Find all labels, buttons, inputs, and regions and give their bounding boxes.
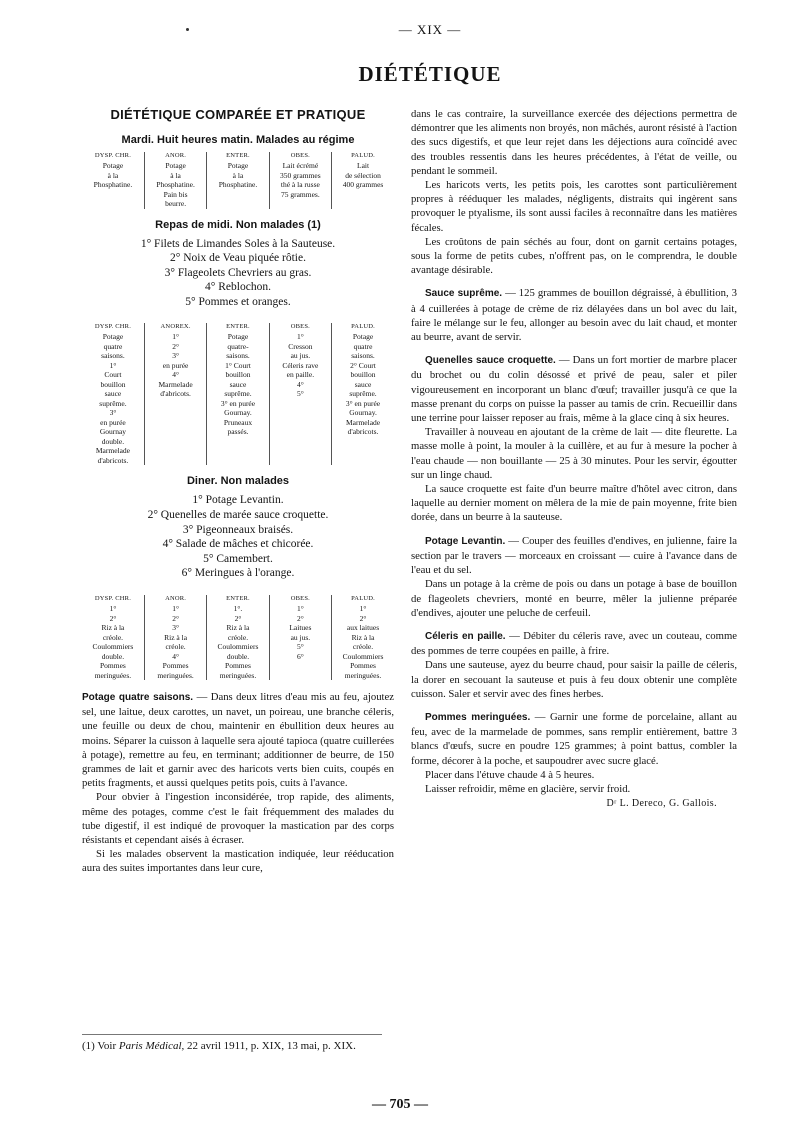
cell-line: 4° [172, 370, 179, 380]
paragraph: Travailler à nouveau en ajoutant de la crème de lait — dite fleurette. La masse molle à point, la mouler à la cuillère, et au fur à mesure la pocher à l'eau chaude — non bouillante — 25 à 30 minutes. Pour les servir, égoutter sur un linge chaud. [411, 426, 737, 481]
cell-line: Potage [352, 332, 374, 342]
cell-line: Lait [356, 161, 370, 170]
table-cell [269, 161, 331, 209]
menu-line: 2° Noix de Veau piquée rôtie. [170, 252, 306, 265]
cell-line: d'abricots. [97, 455, 129, 465]
cell-line: 1°. [233, 604, 243, 614]
cell-line: meringuées. [344, 670, 382, 680]
section-title: DIÉTÉTIQUE [358, 62, 502, 86]
recipe-title: Potage quatre saisons. [82, 692, 194, 704]
author-signature: Dʳ L. Dereco, G. Gallois. [606, 798, 717, 810]
menu-line: 6° Meringues à l'orange. [181, 567, 295, 580]
recipe-text: — Couper des feuilles d'endives, en julienne, faire la section par le travers — morceaux en croissant — cuire à l'avance dans de l'eau et du sel. [411, 534, 738, 577]
cell-line: quatre [103, 341, 123, 351]
cell-line: 1° [296, 332, 304, 342]
table-cell [207, 604, 269, 680]
cell-line: 2° [359, 613, 367, 623]
footnote-divider [82, 1034, 382, 1035]
table-cell [332, 604, 394, 680]
cell-line: 1° [172, 332, 179, 342]
table-cell [332, 161, 394, 209]
cell-line: 2° [172, 613, 179, 623]
cell-line: Pommes [225, 661, 251, 671]
cell-line: double. [101, 436, 125, 446]
cell-line: meringuées. [219, 670, 257, 680]
cell-line: double. [226, 651, 250, 661]
cell-line: 5° [296, 642, 304, 652]
cell-line: Coulommiers [92, 642, 134, 652]
paragraph: Si les malades observent la mastication indiquée, leur rééducation aura des suites importantes dans leur cure, [82, 848, 394, 875]
cell-line: Pommes [162, 661, 189, 671]
cell-line: 2° [234, 613, 242, 623]
menu-line: 3° Flageolets Chevriers au gras. [164, 266, 312, 279]
cell-line: saisons. [351, 351, 375, 361]
menu-line: 5° Pommes et oranges. [185, 295, 291, 308]
cell-line: en purée [100, 417, 126, 427]
recipe-text: — 125 grammes de bouillon dégraissé, à ébullition, 3 à 4 cuillerées à potage de crème de riz délayées dans un bol avec du lait, faire le mélange sur le feu, allonger au besoin avec du lait chaud, et monter au beurre, avant de servir. [411, 287, 737, 344]
cell-line: 5° [296, 389, 304, 399]
recipe-pommes-meringuees [411, 710, 737, 768]
cell-line: 2° [296, 613, 304, 623]
table-column-header: ANOR. [144, 152, 206, 161]
table-cell [82, 161, 144, 209]
midi-heading: Repas de midi. Non malades (1) [155, 218, 321, 231]
cell-line: au jus. [290, 351, 311, 361]
cell-line: Pain bis [163, 189, 188, 199]
cell-line: bouillon [350, 370, 376, 380]
recipe-potage-levantin [411, 534, 737, 578]
cell-line: 4° [296, 379, 304, 389]
article-heading: DIÉTÉTIQUE COMPARÉE ET PRATIQUE [110, 107, 366, 122]
cell-line: en purée [162, 360, 189, 370]
cell-line: Pommes [100, 661, 126, 671]
menu-line: 1° Filets de Limandes Soles à la Sauteuse. [140, 237, 336, 250]
cell-line: 3° [109, 408, 117, 418]
recipe-title: Sauce suprême. [425, 288, 503, 300]
cell-line: de sélection [345, 170, 381, 180]
cell-line: créole. [102, 632, 124, 642]
table-cell [144, 161, 206, 209]
cell-line: meringuées. [157, 670, 194, 680]
table-column-header: DYSP. CHR. [94, 595, 132, 603]
cell-line: Phosphatine. [156, 180, 195, 189]
cell-line: 1° [359, 604, 367, 614]
paragraph: Laisser refroidir, même en glacière, servir froid. [425, 782, 631, 795]
cell-line: 1° [296, 604, 304, 614]
recipe-celeris-en-paille [411, 629, 737, 658]
recipe-text: — Dans un fort mortier de marbre placer du brochet ou du colin désossé et privé de peau, saler et piler vigoureusement en incorporant un blanc d'œuf; travailler jusqu'à ce que la masse prenant du corps on puisse la passer au tamis de crin. Recueillir dans une terrine pour laisser reposer au frais, même à la glace cinq à six heures. [411, 354, 737, 425]
table-cell [144, 604, 206, 680]
cell-line: à la [107, 170, 119, 180]
cell-line: 3° [172, 351, 179, 361]
menu-line: 4° Salade de mâches et chicorée. [162, 538, 314, 551]
cell-line: créole. [227, 632, 249, 642]
cell-line: aux laitues [346, 623, 380, 633]
mardi-heading: Mardi. Huit heures matin. Malades au régime [121, 134, 355, 146]
cell-line: 3° [172, 623, 179, 633]
cell-line: Marmelade [158, 379, 193, 389]
regime-table-midi [82, 323, 394, 465]
cell-line: à la [170, 170, 181, 180]
paragraph: Dans une sauteuse, ayez du beurre chaud, pour saisir la paille de céleris, la dorer en secouant la sauteuse et puis à feu doux obtenir une complète cuisson. Saler et servir avec des fines herbes. [411, 659, 737, 700]
cell-line: en paille. [286, 370, 315, 380]
cell-line: Lait écrémé [282, 161, 319, 170]
cell-line: 2° Court [350, 360, 376, 370]
cell-line: Gournay [99, 427, 127, 437]
table-column-header: PALUD. [332, 323, 394, 332]
cell-line: saisons. [226, 351, 250, 361]
regime-table-diner [82, 595, 394, 680]
right-column [411, 107, 737, 809]
menu-line: 4° Reblochon. [205, 281, 271, 294]
cell-line: d'abricots. [160, 389, 191, 399]
table-cell [207, 161, 269, 209]
cell-line: 350 grammes [280, 170, 321, 180]
paragraph: Les croûtons de pain séchés au four, dont on garnit certains potages, sous la forme de petits cubes, n'offrent pas, on le comprendra, le double avantage désirable. [411, 235, 737, 277]
cell-line: Potage [102, 332, 124, 342]
cell-line: 3° en purée [220, 398, 256, 408]
menu-line: 5° Camembert. [203, 552, 273, 565]
cell-line: 1° [109, 360, 117, 370]
table-cell [207, 332, 269, 465]
cell-line: 1° [172, 604, 179, 614]
recipe-potage-quatre-saisons [82, 690, 394, 790]
footnote-prefix: (1) Voir [82, 1040, 119, 1052]
table-column-header: ENTER. [207, 152, 269, 161]
cell-line: Potage [165, 161, 186, 170]
cell-line: au jus. [290, 632, 311, 642]
menu-diner [82, 493, 394, 581]
left-column [82, 107, 394, 876]
cell-line: 75 grammes. [280, 189, 320, 199]
cell-line: double. [101, 651, 125, 661]
recipe-quenelles [411, 353, 737, 425]
cell-line: 3° en purée [345, 398, 381, 408]
cell-line: Pruneaux [223, 417, 253, 427]
menu-line: 3° Pigeonneaux braisés. [182, 523, 294, 536]
cell-line: 1° [109, 604, 117, 614]
cell-line: suprême. [349, 389, 377, 399]
menu-line: 2° Quenelles de marée sauce croquette. [147, 509, 329, 522]
page-number: — 705 — [372, 1097, 428, 1112]
cell-line: Riz à la [164, 632, 188, 642]
cell-line: sauce [354, 379, 372, 389]
table-column-header: OBES. [269, 323, 331, 332]
paragraph-continued: dans le cas contraire, la surveillance exercée des déjections permettra de démontrer que les aliments non broyés, non mâchés, auront résisté à l'action des sucs digestifs, et que leur rejet dans les déjections aura coïncidé avec des troubles ressentis dans les heures précédentes, à l'état de veille, ou pendant le sommeil. [411, 108, 737, 177]
recipe-title: Pommes meringuées. [425, 711, 531, 723]
cell-line: créole. [165, 642, 186, 652]
cell-line: Marmelade [95, 446, 131, 456]
cell-line: Cresson [288, 341, 313, 351]
cell-line: beurre. [165, 199, 187, 208]
paragraph: Placer dans l'étuve chaude 4 à 5 heures. [425, 768, 595, 781]
cell-line: 400 grammes [342, 180, 384, 189]
cell-line: saisons. [101, 351, 125, 361]
cell-line: suprême. [224, 389, 252, 399]
table-column-header: PALUD. [332, 595, 394, 604]
cell-line: sauce [104, 389, 122, 399]
table-cell [144, 332, 206, 465]
cell-line: Riz à la [101, 623, 125, 633]
table-column-header: DYSP. CHR. [94, 152, 132, 159]
paragraph: La sauce croquette est faite d'un beurre maître d'hôtel avec citron, dans laquelle au dernier moment on mêlera de la mie de pain moyenne, frite bien dorée, dans un beurre à la sauteuse. [411, 483, 737, 524]
cell-line: Coulommiers [217, 642, 259, 652]
cell-line: 4° [172, 651, 179, 661]
cell-line: Riz à la [226, 623, 250, 633]
cell-line: meringuées. [94, 670, 132, 680]
table-column-header: OBES. [269, 152, 331, 161]
diner-heading: Diner. Non malades [186, 475, 290, 488]
table-cell [332, 332, 394, 465]
cell-line: Coulommiers [342, 651, 384, 661]
cell-line: d'abricots. [347, 427, 379, 437]
menu-line: 1° Potage Levantin. [192, 494, 284, 507]
table-column-header: ENTER. [207, 595, 269, 604]
footnote-suffix: 22 avril 1911, p. XIX, 13 mai, p. XIX. [184, 1040, 356, 1052]
cell-line: bouillon [100, 379, 126, 389]
cell-line: créole. [352, 642, 374, 652]
cell-line: à la [232, 170, 244, 180]
cell-line: Phosphatine. [93, 180, 133, 189]
paragraph: Les haricots verts, les petits pois, les carottes sont particulièrement propres à rééduquer les malades, négligents, distraits qui ingèrent sans provoquer le ptyalisme, ils sont aussi faciles à reconnaître dans les matières fécales. [411, 179, 737, 234]
regime-table-mardi [82, 152, 394, 209]
cell-line: 2° [109, 613, 117, 623]
table-column-header: ANOREX. [144, 323, 206, 332]
paragraph: Pour obvier à l'ingestion inconsidérée, trop rapide, des aliments, même des potages, comme c'est le fait fréquemment des malades du tube digestif, il est indiqué de provoquer la mastication par des corps résistants et cependant aisés à écraser. [82, 791, 394, 847]
cell-line: 1° Court [225, 360, 251, 370]
recipe-title: Céleris en paille. [425, 630, 506, 642]
table-column-header: ENTER. [207, 323, 269, 332]
roman-page-number: — XIX — [398, 22, 462, 37]
cell-line: Gournay. [349, 408, 377, 418]
footnote-journal: Paris Médical, [118, 1040, 185, 1052]
cell-line: quatre- [227, 341, 249, 351]
cell-line: Potage [227, 332, 249, 342]
recipe-text: — Dans deux litres d'eau mis au feu, ajoutez sel, une laitue, deux carottes, un navet, un poireau, une branche céleris, une feuille ou deux de chou, maintenir en ébullition deux heures au moins. Séparer la cuisson à laquelle sera ajouté tapioca (quatre cuillerées à potage), remettre au feu, en terminant; additionner de beurre, de 150 grammes de lait et garnir avec des haricots verts bien cuits, coupés en petits fragments, et aussi quelques petits pois, cuits à l'avance. [82, 691, 394, 790]
cell-line: suprême. [99, 398, 127, 408]
table-cell [82, 332, 144, 465]
cell-line: Gournay. [224, 408, 252, 418]
cell-line: Phosphatine. [218, 180, 258, 189]
menu-midi [82, 237, 394, 310]
cell-line: passés. [227, 427, 249, 437]
table-cell [269, 604, 331, 680]
cell-line: Potage [227, 161, 249, 170]
recipe-sauce-supreme [411, 286, 737, 344]
cell-line: sauce [229, 379, 247, 389]
cell-line: quatre [353, 341, 373, 351]
recipe-text: — Garnir une forme de porcelaine, allant au feu, avec de la marmelade de pommes, sans remplir entièrement, battre 3 blancs d'œufs, sucre en poudre 125 grammes; à point battus, combler la forme, décorer à la poche, et saupoudrer avec sucre glacé. [411, 710, 738, 767]
table-column-header: ANOR. [144, 595, 206, 604]
cell-line: 2° [172, 341, 179, 351]
cell-line: Court [104, 370, 122, 380]
recipe-text: — Débiter du céleris rave, avec un couteau, comme des pommes de terre coupées en paille, à frire. [411, 629, 737, 658]
table-column-header: DYSP. CHR. [94, 323, 132, 331]
cell-line: Laitues [289, 623, 312, 633]
cell-line: 6° [296, 651, 304, 661]
cell-line: Potage [102, 161, 124, 170]
cell-line: Marmelade [345, 417, 381, 427]
paragraph: Dans un potage à la crème de pois ou dans un potage à base de bouillon de flageolets chevriers, monté en beurre, mêler la julienne préparée d'endives, ajouter une peluche de cerfeuil. [411, 578, 737, 619]
cell-line: thé à la russe [280, 180, 320, 189]
recipe-title: Quenelles sauce croquette. [425, 355, 556, 367]
table-cell [269, 332, 331, 465]
cell-line: Céleris rave [282, 360, 319, 370]
table-cell [82, 604, 144, 680]
cell-line: bouillon [225, 370, 251, 380]
ink-dot [186, 28, 189, 31]
table-column-header: PALUD. [332, 152, 394, 161]
recipe-title: Potage Levantin. [425, 535, 506, 547]
cell-line: Riz à la [351, 632, 375, 642]
cell-line: Pommes [350, 661, 376, 671]
footnote [82, 1040, 642, 1052]
table-column-header: OBES. [269, 595, 331, 604]
